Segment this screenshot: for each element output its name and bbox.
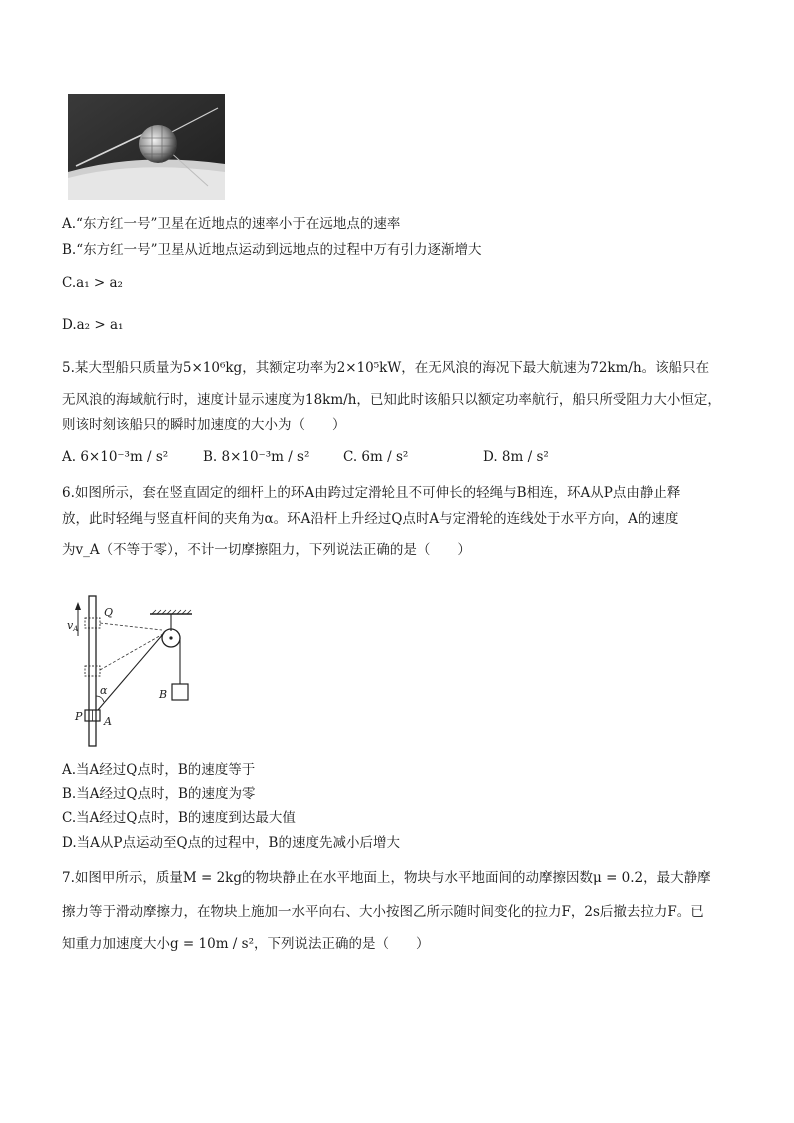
q5-option-d: D. 8m / s² (483, 449, 549, 465)
label-q: Q (104, 606, 114, 619)
q6-stem-line-1: 6.如图所示，套在竖直固定的细杆上的环A由跨过定滑轮且不可伸长的轻绳与B相连，环A从P点由静止释 (62, 485, 681, 501)
q5-stem-line-2: 无风浪的海域航行时，速度计显示速度为18km/h，已知此时该船只以额定功率航行，船只所受阻力大小恒定， (62, 392, 721, 408)
label-b: B (159, 688, 168, 701)
label-a: A (104, 715, 112, 728)
q5-option-a: A. 6×10⁻³m / s² (62, 449, 169, 465)
q4-option-b: B.“东方红一号”卫星从近地点运动到远地点的过程中万有引力逐渐增大 (62, 242, 482, 258)
q6-option-d: D.当A从P点运动至Q点的过程中，B的速度先减小后增大 (62, 835, 400, 851)
pulley-diagram (56, 592, 206, 750)
q5-option-b: B. 8×10⁻³m / s² (203, 449, 310, 465)
q4-option-c: C.a₁ > a₂ (62, 275, 123, 291)
q5-stem-line-3: 则该时刻该船只的瞬时加速度的大小为（ ） (62, 417, 346, 433)
q5-stem-line-1: 5.某大型船只质量为5×10⁶kg，其额定功率为2×10⁵kW，在无风浪的海况下最大航速为72km/h。该船只在 (62, 360, 710, 376)
q4-option-d: D.a₂ > a₁ (62, 317, 124, 333)
q6-stem-line-2: 放，此时轻绳与竖直杆间的夹角为α。环A沿杆上升经过Q点时A与定滑轮的连线处于水平方向，A的速度 (62, 511, 679, 527)
q5-option-c: C. 6m / s² (343, 449, 409, 465)
q7-stem-line-1: 7.如图甲所示，质量M = 2kg的物块静止在水平地面上，物块与水平地面间的动摩擦因数μ = 0.2，最大静摩 (62, 870, 711, 886)
satellite-photo (68, 94, 225, 200)
q6-option-c: C.当A经过Q点时，B的速度到达最大值 (62, 810, 296, 826)
q6-option-a: A.当A经过Q点时，B的速度等于 (62, 762, 256, 778)
q7-stem-line-2: 擦力等于滑动摩擦力，在物块上施加一水平向右、大小按图乙所示随时间变化的拉力F，2s后撤去拉力F。已 (62, 904, 704, 920)
q6-option-b: B.当A经过Q点时，B的速度为零 (62, 786, 256, 802)
q4-option-a: A.“东方红一号”卫星在近地点的速率小于在远地点的速率 (62, 216, 401, 232)
label-va: vA (67, 619, 79, 633)
q7-stem-line-3: 知重力加速度大小g = 10m / s²，下列说法正确的是（ ） (62, 936, 430, 952)
q6-stem-line-3: 为v_A（不等于零），不计一切摩擦阻力，下列说法正确的是（ ） (62, 542, 471, 558)
label-alpha: α (100, 684, 108, 697)
label-p: P (75, 710, 83, 723)
